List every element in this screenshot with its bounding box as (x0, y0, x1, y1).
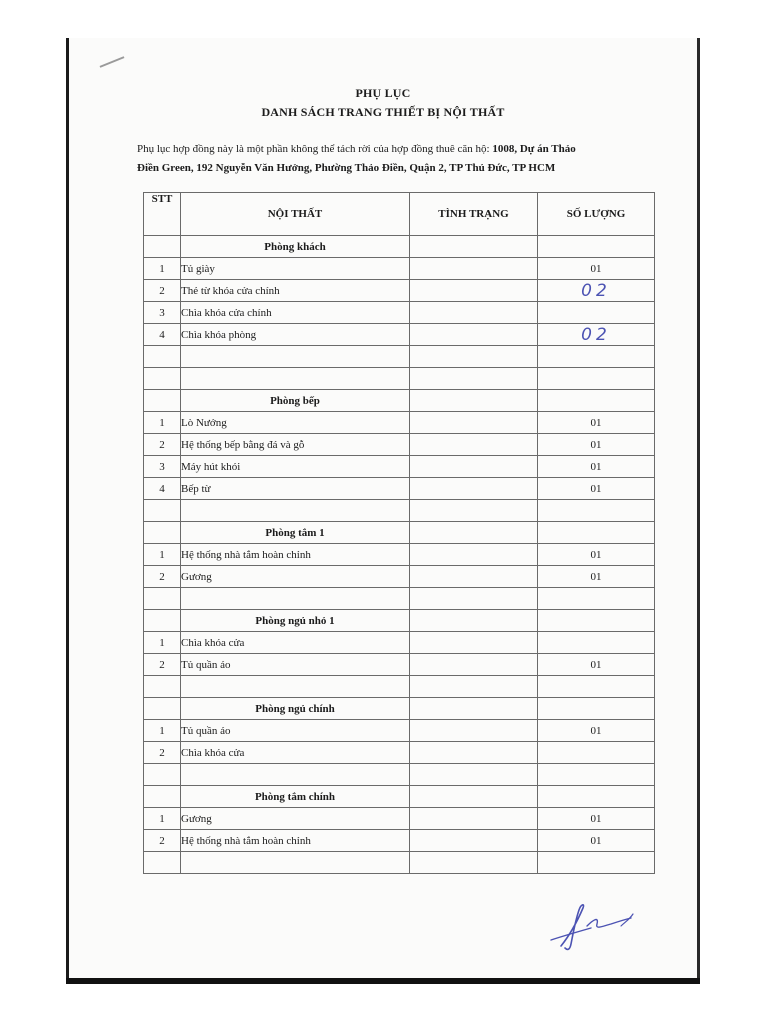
section-row (144, 698, 655, 720)
blank-cell (181, 588, 410, 610)
quantity-value: 01 (590, 416, 602, 429)
blank-cell (538, 368, 655, 390)
item-condition (410, 654, 538, 676)
item-quantity (538, 258, 655, 280)
header-condition: TÌNH TRẠNG (410, 193, 538, 236)
table-header-row (144, 193, 655, 236)
section-quantity-cell (538, 786, 655, 808)
blank-cell (181, 676, 410, 698)
section-stt-cell (144, 786, 181, 808)
item-name: Hệ thống nhà tắm hoàn chỉnh (181, 544, 410, 566)
section-stt-cell (144, 236, 181, 258)
scan-edge-right (697, 38, 700, 984)
section-stt-cell (144, 698, 181, 720)
appendix-title: PHỤ LỤC (355, 86, 411, 100)
section-condition-cell (410, 522, 538, 544)
table-row (144, 830, 655, 852)
blank-row (144, 676, 655, 698)
section-row (144, 236, 655, 258)
item-condition (410, 808, 538, 830)
item-quantity (538, 544, 655, 566)
inventory-title: DANH SÁCH TRANG THIẾT BỊ NỘI THẤT (261, 105, 505, 119)
section-quantity-cell (538, 610, 655, 632)
item-stt: 2 (144, 434, 181, 456)
handwritten-quantity: 02 (581, 324, 611, 345)
item-condition (410, 566, 538, 588)
item-name: Lò Nướng (181, 412, 410, 434)
section-row (144, 786, 655, 808)
section-name: Phòng khách (181, 236, 410, 258)
section-condition-cell (410, 390, 538, 412)
item-name: Hệ thống bếp bằng đá và gỗ (181, 434, 410, 456)
blank-row (144, 588, 655, 610)
item-name: Chìa khóa phòng (181, 324, 410, 346)
blank-cell (538, 500, 655, 522)
table-row (144, 434, 655, 456)
signature (543, 896, 643, 956)
table-row (144, 280, 655, 302)
item-quantity (538, 566, 655, 588)
item-stt: 2 (144, 830, 181, 852)
item-name: Gương (181, 566, 410, 588)
section-name: Phòng tắm chính (181, 786, 410, 808)
item-name: Chìa khóa cửa (181, 632, 410, 654)
item-name: Tủ quần áo (181, 720, 410, 742)
item-stt: 3 (144, 302, 181, 324)
item-condition (410, 830, 538, 852)
item-name: Chìa khóa cửa (181, 742, 410, 764)
handwritten-quantity: 02 (581, 280, 611, 301)
header-stt: STT (144, 193, 181, 236)
item-condition (410, 302, 538, 324)
blank-cell (181, 346, 410, 368)
table-row (144, 632, 655, 654)
item-quantity (538, 830, 655, 852)
item-name: Chìa khóa cửa chính (181, 302, 410, 324)
item-stt: 2 (144, 654, 181, 676)
section-quantity-cell (538, 698, 655, 720)
blank-cell (181, 852, 410, 874)
quantity-value: 01 (590, 438, 602, 451)
item-name: Tủ giày (181, 258, 410, 280)
blank-cell (144, 676, 181, 698)
item-condition (410, 412, 538, 434)
section-quantity-cell (538, 390, 655, 412)
table-row (144, 258, 655, 280)
item-quantity (538, 412, 655, 434)
header-item: NỘI THẤT (181, 193, 410, 236)
blank-cell (538, 588, 655, 610)
blank-row (144, 764, 655, 786)
blank-cell (538, 676, 655, 698)
item-name: Thẻ từ khóa cửa chính (181, 280, 410, 302)
blank-cell (410, 588, 538, 610)
item-quantity (538, 742, 655, 764)
item-condition (410, 478, 538, 500)
item-condition (410, 742, 538, 764)
quantity-value: 01 (590, 812, 602, 825)
furniture-inventory-table (143, 192, 655, 874)
quantity-value: 01 (590, 834, 602, 847)
blank-cell (144, 764, 181, 786)
item-condition (410, 434, 538, 456)
item-stt: 1 (144, 720, 181, 742)
intro-text: Phụ lục hợp đồng này là một phần không thể tách rời của hợp đồng thuê căn hộ: (137, 143, 493, 155)
item-condition (410, 632, 538, 654)
blank-cell (410, 346, 538, 368)
section-quantity-cell (538, 236, 655, 258)
item-name: Gương (181, 808, 410, 830)
quantity-value: 01 (590, 482, 602, 495)
item-quantity (538, 632, 655, 654)
blank-cell (144, 500, 181, 522)
section-name: Phòng ngủ chính (181, 698, 410, 720)
item-name: Hệ thống nhà tắm hoàn chỉnh (181, 830, 410, 852)
item-stt: 1 (144, 808, 181, 830)
blank-cell (538, 764, 655, 786)
blank-cell (538, 852, 655, 874)
section-condition-cell (410, 236, 538, 258)
item-quantity (538, 302, 655, 324)
item-stt: 2 (144, 280, 181, 302)
blank-cell (410, 368, 538, 390)
item-quantity (538, 654, 655, 676)
item-stt: 4 (144, 324, 181, 346)
table-row (144, 456, 655, 478)
blank-cell (144, 368, 181, 390)
table-row (144, 478, 655, 500)
item-quantity (538, 808, 655, 830)
table-body (144, 236, 655, 874)
scan-edge-bottom (66, 978, 700, 984)
item-quantity (538, 478, 655, 500)
blank-row (144, 346, 655, 368)
item-stt: 2 (144, 566, 181, 588)
blank-cell (181, 764, 410, 786)
section-row (144, 390, 655, 412)
apartment-address-part1: 1008, Dự án Thảo (492, 143, 576, 155)
section-condition-cell (410, 786, 538, 808)
item-stt: 3 (144, 456, 181, 478)
header-quantity: SỐ LƯỢNG (538, 193, 655, 236)
item-stt: 4 (144, 478, 181, 500)
section-row (144, 610, 655, 632)
item-condition (410, 456, 538, 478)
item-condition (410, 258, 538, 280)
table-row (144, 808, 655, 830)
section-condition-cell (410, 610, 538, 632)
section-name: Phòng tắm 1 (181, 522, 410, 544)
blank-cell (181, 500, 410, 522)
blank-cell (410, 500, 538, 522)
item-quantity (538, 434, 655, 456)
blank-cell (410, 764, 538, 786)
blank-cell (144, 346, 181, 368)
quantity-value: 01 (590, 262, 602, 275)
item-name: Tủ quần áo (181, 654, 410, 676)
item-condition (410, 544, 538, 566)
section-row (144, 522, 655, 544)
blank-cell (538, 346, 655, 368)
item-condition (410, 324, 538, 346)
table-row (144, 302, 655, 324)
item-quantity (538, 720, 655, 742)
item-stt: 1 (144, 632, 181, 654)
quantity-value: 01 (590, 548, 602, 561)
item-condition (410, 280, 538, 302)
table-row (144, 324, 655, 346)
contract-intro (137, 140, 677, 178)
blank-cell (144, 852, 181, 874)
table-row (144, 544, 655, 566)
quantity-value: 01 (590, 460, 602, 473)
table-row (144, 412, 655, 434)
item-stt: 1 (144, 544, 181, 566)
section-name: Phòng ngủ nhỏ 1 (181, 610, 410, 632)
apartment-address-part2: Điền Green, 192 Nguyễn Văn Hưởng, Phường Thảo Điền, Quận 2, TP Thủ Đức, TP HCM (137, 162, 556, 174)
item-quantity (538, 324, 655, 346)
item-quantity (538, 456, 655, 478)
blank-row (144, 368, 655, 390)
quantity-value: 01 (590, 658, 602, 671)
blank-row (144, 852, 655, 874)
item-condition (410, 720, 538, 742)
item-stt: 1 (144, 258, 181, 280)
section-name: Phòng bếp (181, 390, 410, 412)
table-row (144, 720, 655, 742)
table-row (144, 654, 655, 676)
table-row (144, 742, 655, 764)
section-stt-cell (144, 390, 181, 412)
quantity-value: 01 (590, 724, 602, 737)
item-name: Bếp từ (181, 478, 410, 500)
blank-cell (144, 588, 181, 610)
pen-mark (100, 56, 125, 68)
item-name: Máy hút khói (181, 456, 410, 478)
section-stt-cell (144, 522, 181, 544)
section-condition-cell (410, 698, 538, 720)
table-row (144, 566, 655, 588)
item-quantity (538, 280, 655, 302)
section-stt-cell (144, 610, 181, 632)
section-quantity-cell (538, 522, 655, 544)
item-stt: 2 (144, 742, 181, 764)
blank-cell (410, 852, 538, 874)
document-sheet (69, 38, 697, 978)
item-stt: 1 (144, 412, 181, 434)
blank-row (144, 500, 655, 522)
quantity-value: 01 (590, 570, 602, 583)
blank-cell (181, 368, 410, 390)
blank-cell (410, 676, 538, 698)
